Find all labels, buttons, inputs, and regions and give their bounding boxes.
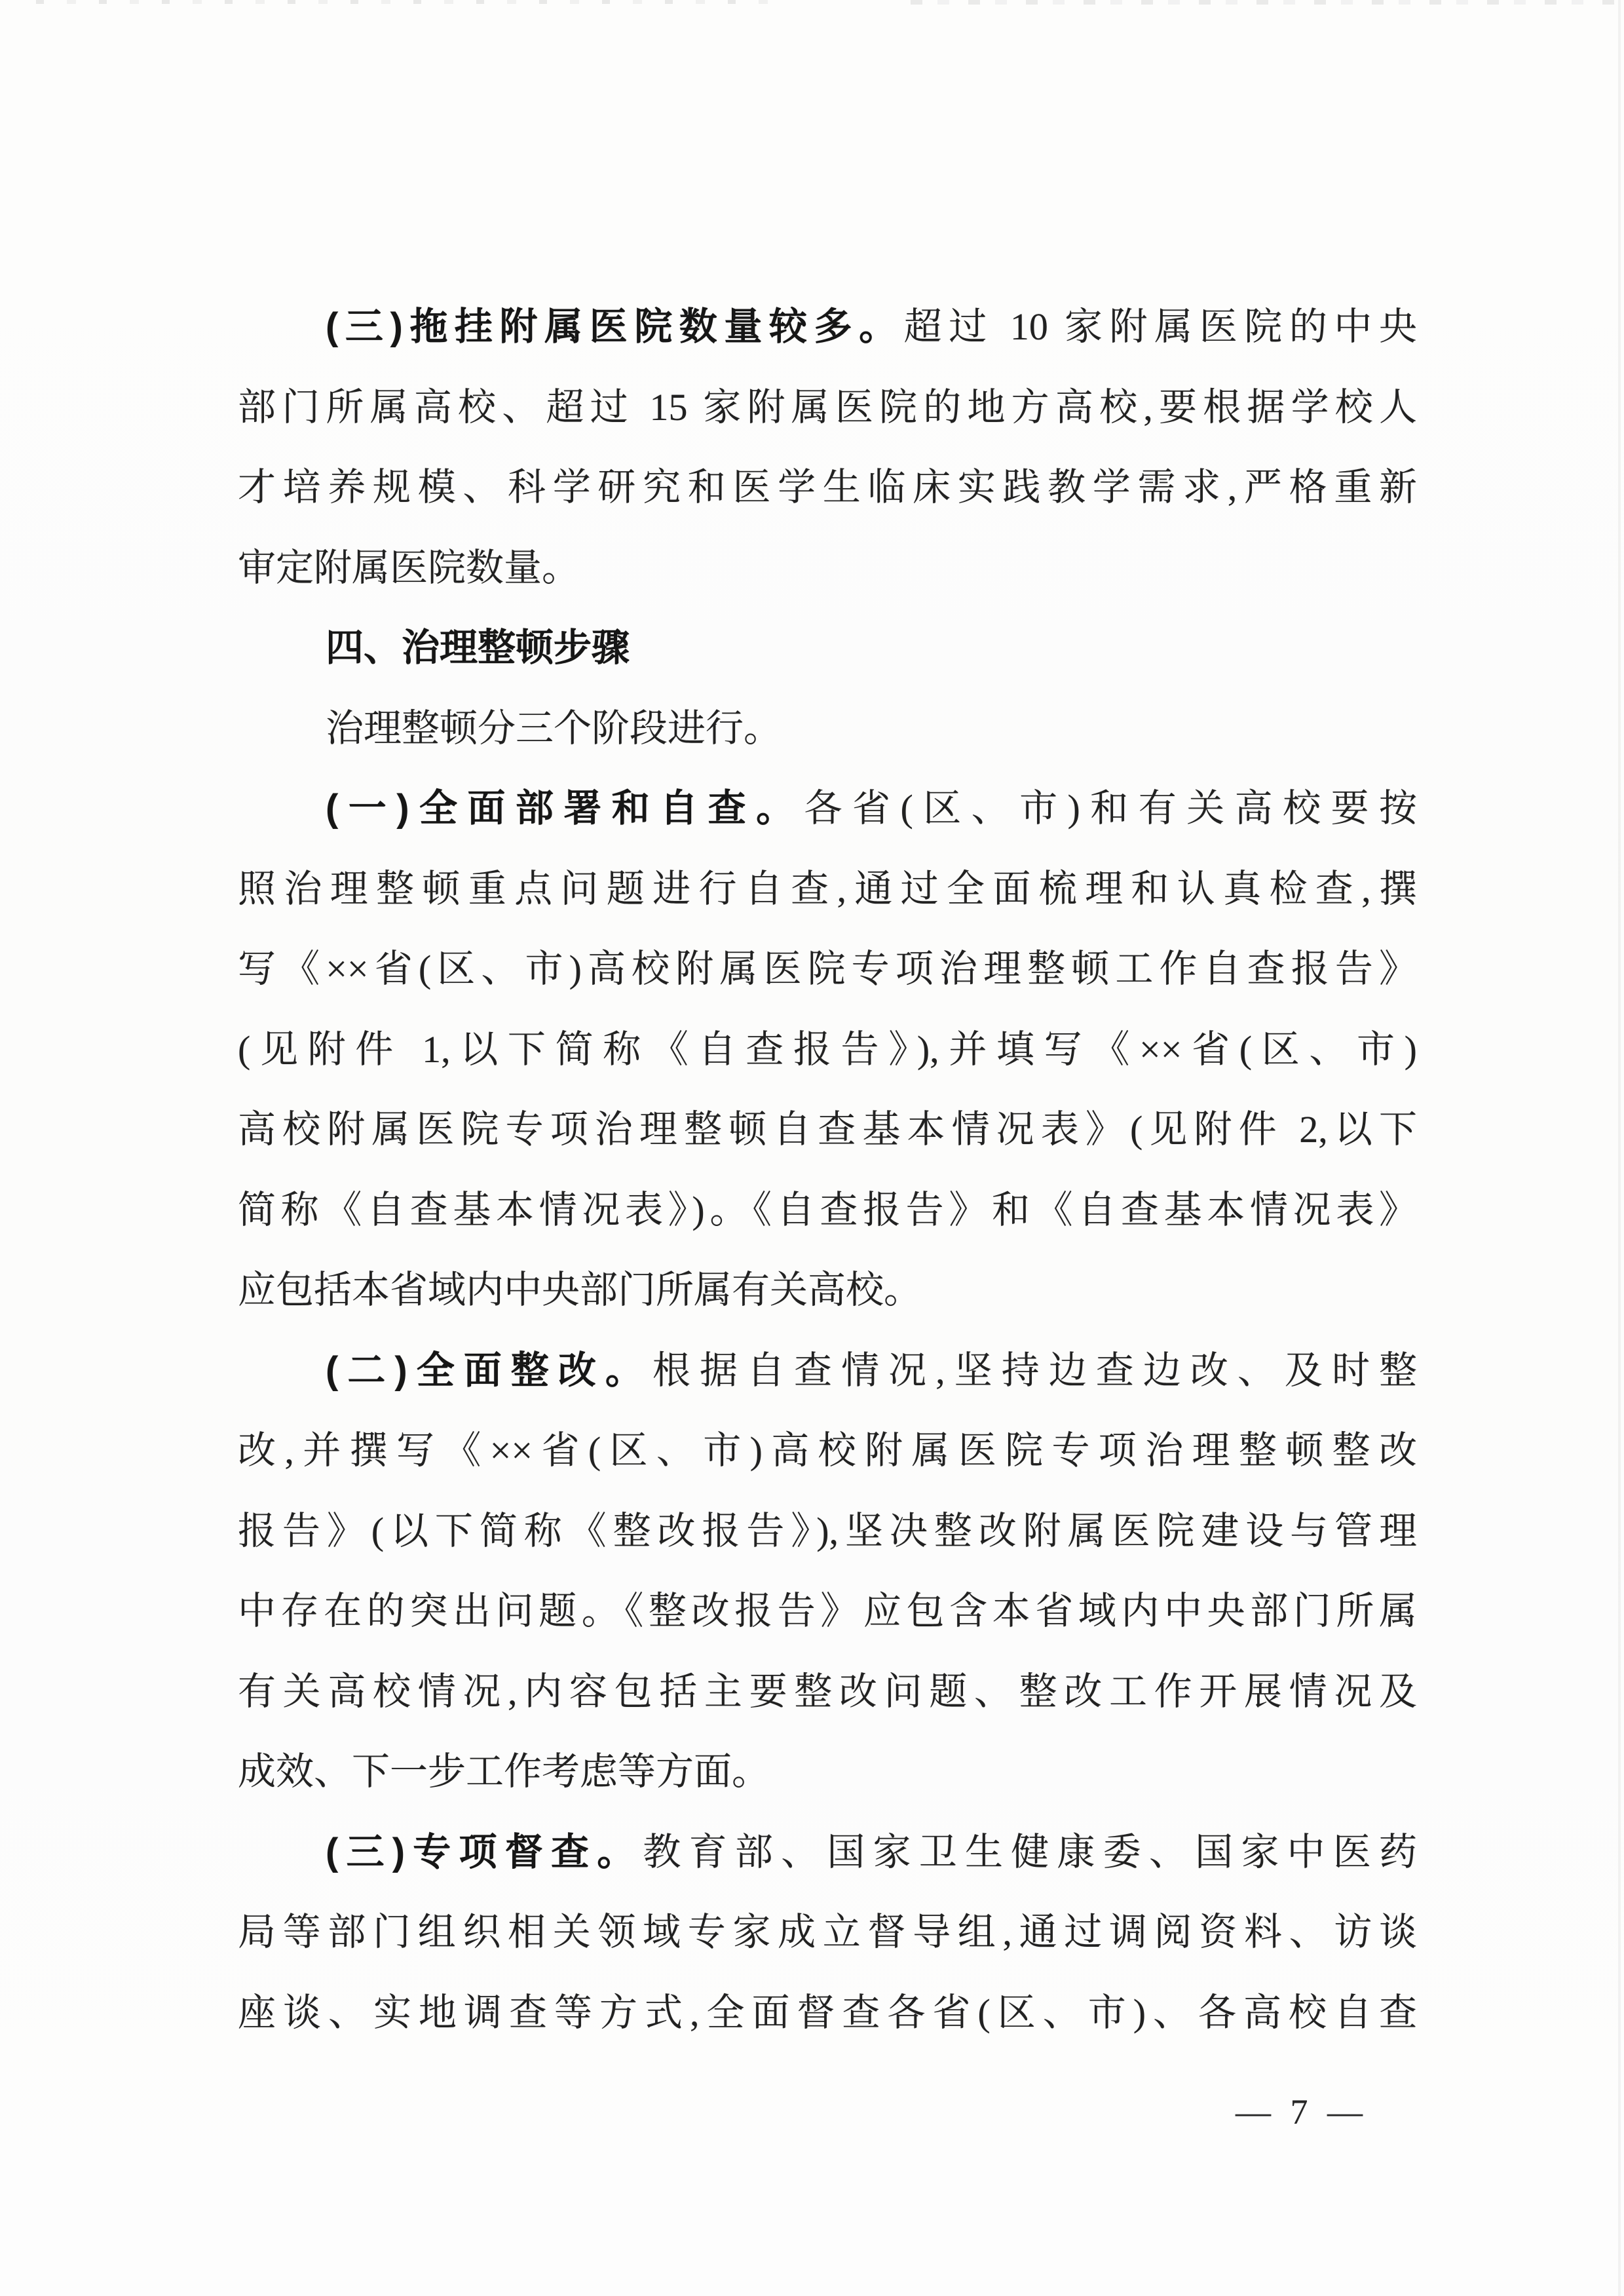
page-number: — 7 — — [1236, 2092, 1368, 2132]
text-line — [238, 1170, 1417, 1251]
text-segment: 写《××省(区、市)高校附属医院专项治理整顿工作自查报告》 — [238, 947, 1417, 990]
text-line — [238, 1010, 1417, 1090]
text-line — [238, 1732, 1417, 1812]
text-line — [238, 287, 1417, 368]
bold-text-segment: (三)拖挂附属医院数量较多。 — [326, 305, 904, 348]
text-line — [238, 1250, 1417, 1331]
text-segment: 简称《自查基本情况表》)。《自查报告》和《自查基本情况表》 — [238, 1188, 1417, 1231]
text-segment: 高校附属医院专项治理整顿自查基本情况表》(见附件 2,以下 — [238, 1108, 1417, 1151]
text-line — [238, 849, 1417, 930]
text-segment: (见附件 1,以下简称《自查报告》),并填写《××省(区、市) — [238, 1027, 1417, 1071]
scan-artifact — [1618, 0, 1621, 2296]
bold-text-segment: (二)全面整改。 — [326, 1349, 652, 1392]
text-line — [238, 1331, 1417, 1411]
text-segment: 治理整顿分三个阶段进行。 — [326, 706, 782, 750]
bold-text-segment: 四、治理整顿步骤 — [326, 626, 630, 669]
text-segment: 成效、下一步工作考虑等方面。 — [238, 1750, 770, 1793]
text-line — [238, 929, 1417, 1010]
text-segment: 中存在的突出问题。《整改报告》应包含本省域内中央部门所属 — [238, 1590, 1417, 1632]
text-line — [238, 528, 1417, 609]
text-line — [238, 1411, 1417, 1491]
text-line — [238, 1652, 1417, 1732]
section-heading-line — [238, 608, 1417, 689]
text-line — [238, 1491, 1417, 1572]
text-segment: 座谈、实地调查等方式,全面督查各省(区、市)、各高校自查 — [238, 1991, 1417, 2034]
text-line — [238, 1812, 1417, 1893]
text-segment: 有关高校情况,内容包括主要整改问题、整改工作开展情况及 — [238, 1670, 1417, 1713]
text-line — [238, 769, 1417, 849]
text-segment: 报告》(以下简称《整改报告》),坚决整改附属医院建设与管理 — [238, 1509, 1417, 1552]
bold-text-segment: (三)专项督查。 — [326, 1830, 643, 1873]
text-line — [238, 1973, 1417, 2054]
bold-text-segment: (一)全面部署和自查。 — [326, 787, 804, 830]
text-line — [238, 1571, 1417, 1652]
text-line — [238, 1892, 1417, 1973]
text-segment: 超过 10 家附属医院的中央 — [903, 305, 1417, 348]
text-segment: 局等部门组织相关领域专家成立督导组,通过调阅资料、访谈 — [238, 1911, 1417, 1953]
text-segment: 根据自查情况,坚持边查边改、及时整 — [652, 1349, 1417, 1392]
text-segment: 教育部、国家卫生健康委、国家中医药 — [643, 1830, 1417, 1873]
text-lines — [238, 287, 1417, 2053]
text-line — [238, 368, 1417, 448]
scan-artifact — [911, 0, 1624, 5]
text-segment: 各省(区、市)和有关高校要按 — [804, 787, 1417, 830]
text-segment: 部门所属高校、超过 15 家附属医院的地方高校,要根据学校人 — [238, 385, 1417, 429]
text-segment: 应包括本省域内中央部门所属有关高校。 — [238, 1269, 922, 1311]
text-segment: 照治理整顿重点问题进行自查,通过全面梳理和认真检查,撰 — [238, 867, 1417, 910]
text-line — [238, 1090, 1417, 1170]
text-segment: 改,并撰写《××省(区、市)高校附属医院专项治理整顿整改 — [238, 1429, 1417, 1472]
text-segment: 才培养规模、科学研究和医学生临床实践教学需求,严格重新 — [238, 466, 1417, 508]
text-segment: 审定附属医院数量。 — [238, 546, 580, 589]
scan-artifact — [36, 0, 770, 4]
text-line — [238, 689, 1417, 769]
text-line — [238, 448, 1417, 528]
